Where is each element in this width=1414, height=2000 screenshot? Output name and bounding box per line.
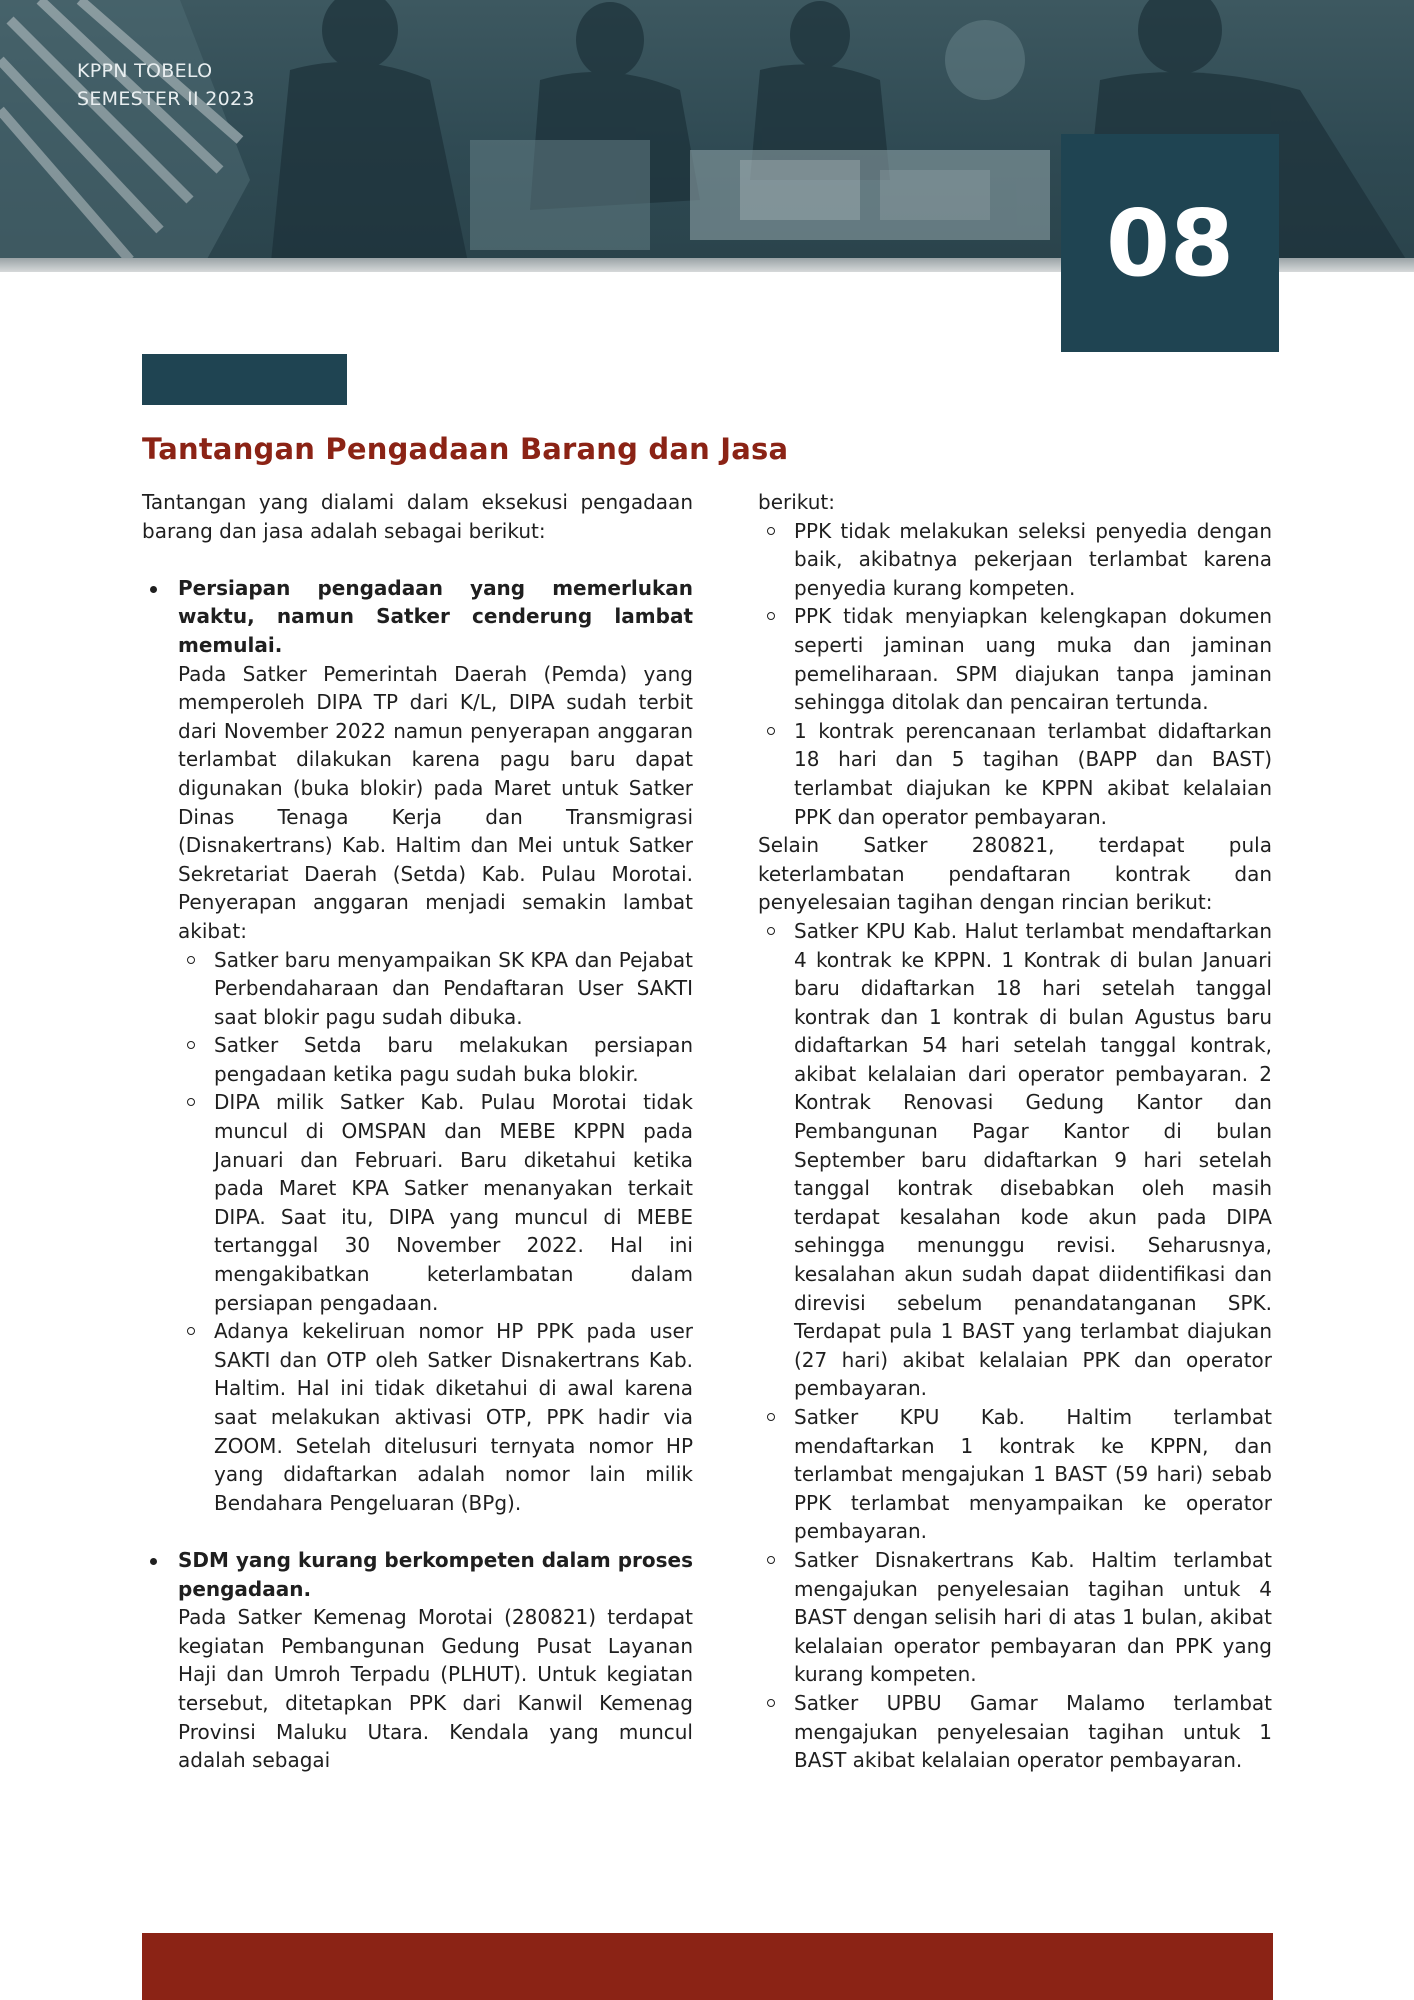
ring-bullet-icon — [767, 927, 775, 935]
bullet-body: Pada Satker Kemenag Morotai (280821) terdapat kegiatan Pembangunan Gedung Pusat Layanan Haji dan Umroh Terpadu (PLHUT). Untuk kegiatan tersebut, ditetapkan PPK dari Kanwil Kemenag Provinsi Maluku Utara. Kendala yang muncul adalah sebagai — [178, 1605, 693, 1773]
ring-bullet-icon — [767, 527, 775, 535]
summary-paragraph: Selain Satker 280821, terdapat pula keterlambatan pendaftaran kontrak dan penyelesaian tagihan dengan rincian berikut: — [758, 833, 1272, 915]
section-title: Tantangan Pengadaan Barang dan Jasa — [142, 432, 789, 466]
sub-item — [178, 1088, 693, 1317]
sub-item — [178, 1317, 693, 1517]
sub-item-text: Satker baru menyampaikan SK KPA dan Pejabat Perbendaharaan dan Pendaftaran User SAKTI saat blokir pagu sudah dibuka. — [214, 947, 693, 1029]
sub-item — [758, 917, 1272, 1403]
bullet-item — [142, 1546, 693, 1775]
sub-item-text: PPK tidak menyiapkan kelengkapan dokumen seperti jaminan uang muka dan jaminan pemeliharaan. SPM diajukan tanpa jaminan sehingga ditolak dan pencairan tertunda. — [794, 604, 1272, 715]
sub-item-text: PPK tidak melakukan seleksi penyedia dengan baik, akibatnya pekerjaan terlambat karena penyedia kurang kompeten. — [794, 518, 1272, 600]
ring-bullet-icon — [767, 1413, 775, 1421]
bullet-dot-icon — [150, 586, 157, 593]
ring-bullet-icon — [767, 612, 775, 620]
section-tab-block — [142, 354, 347, 405]
sub-item-text: Satker UPBU Gamar Malamo terlambat mengajukan penyelesaian tagihan untuk 1 BAST akibat kelalaian operator pembayaran. — [794, 1690, 1272, 1773]
ring-bullet-icon — [767, 727, 775, 735]
ring-bullet-icon — [187, 956, 195, 964]
sub-item — [178, 946, 693, 1032]
sub-item — [758, 517, 1272, 603]
sub-item-text: 1 kontrak perencanaan terlambat didaftarkan 18 hari dan 5 tagihan (BAPP dan BAST) terlambat diajukan ke KPPN akibat kelalaian PPK dan operator pembayaran. — [794, 718, 1272, 829]
sub-item — [758, 1689, 1272, 1775]
left-column — [142, 488, 693, 1775]
period-label: SEMESTER II 2023 — [77, 88, 255, 110]
sub-item-text: Satker KPU Kab. Haltim terlambat mendaftarkan 1 kontrak ke KPPN, dan terlambat mengajukan 1 BAST (59 hari) sebab PPK terlambat menyampaikan ke operator pembayaran. — [794, 1405, 1272, 1544]
right-column — [758, 488, 1272, 1775]
ring-bullet-icon — [187, 1327, 195, 1335]
continuation-text: berikut: — [758, 490, 836, 514]
sub-item — [758, 1546, 1272, 1689]
sub-item-text: Adanya kekeliruan nomor HP PPK pada user SAKTI dan OTP oleh Satker Disnakertrans Kab. Haltim. Hal ini tidak diketahui di awal karena saat melakukan aktivasi OTP, PPK hadir via ZOOM. Setelah ditelusuri ternyata nomor HP yang didaftarkan adalah nomor lain milik Bendahara Pengeluaran (BPg). — [214, 1319, 693, 1515]
sub-item-text: Satker KPU Kab. Halut terlambat mendaftarkan 4 kontrak ke KPPN. 1 Kontrak di bulan Januari baru didaftarkan 18 hari setelah tanggal kontrak dan 1 kontrak di bulan Agustus baru didaftarkan 54 hari setelah tanggal kontrak, akibat kelalaian dari operator pembayaran. 2 Kontrak Renovasi Gedung Kantor dan Pembangunan Pagar Kantor di bulan September baru didaftarkan 9 hari setelah tanggal kontrak disebabkan oleh masih terdapat kesalahan kode akun pada DIPA sehingga menunggu revisi. Seharusnya, kesalahan akun sudah dapat diidentifikasi dan direvisi sebelum penandatanganan SPK. Terdapat pula 1 BAST yang terlambat diajukan (27 hari) akibat kelalaian PPK dan operator pembayaran. — [794, 918, 1272, 1401]
ring-bullet-icon — [767, 1699, 775, 1707]
sub-item-text: DIPA milik Satker Kab. Pulau Morotai tidak muncul di OMSPAN dan MEBE KPPN pada Januari dan Februari. Baru diketahui ketika pada Maret KPA Satker menanyakan terkait DIPA. Saat itu, DIPA yang muncul di MEBE tertanggal 30 November 2022. Hal ini mengakibatkan keterlambatan dalam persiapan pengadaan. — [214, 1090, 693, 1315]
bullet-heading: SDM yang kurang berkompeten dalam proses pengadaan. — [178, 1547, 693, 1601]
footer-bar — [142, 1933, 1273, 2000]
sub-item-text: Satker Setda baru melakukan persiapan pengadaan ketika pagu sudah buka blokir. — [214, 1033, 693, 1086]
ring-bullet-icon — [187, 1098, 195, 1106]
page-number-badge: 08 — [1061, 134, 1279, 352]
intro-paragraph: Tantangan yang dialami dalam eksekusi pengadaan barang dan jasa adalah sebagai berikut: — [142, 490, 693, 543]
ring-bullet-icon — [767, 1556, 775, 1564]
sub-item — [758, 1403, 1272, 1546]
office-label: KPPN TOBELO — [77, 60, 213, 82]
sub-item-text: Satker Disnakertrans Kab. Haltim terlambat mengajukan penyelesaian tagihan untuk 4 BAST dengan selisih hari di atas 1 bulan, akibat kelalaian operator pembayaran dan PPK yang kurang kompeten. — [794, 1547, 1272, 1687]
bullet-heading: Persiapan pengadaan yang memerlukan waktu, namun Satker cenderung lambat memulai. — [178, 575, 693, 657]
bullet-body: Pada Satker Pemerintah Daerah (Pemda) yang memperoleh DIPA TP dari K/L, DIPA sudah terbit dari November 2022 namun penyerapan anggaran terlambat dilakukan karena pagu baru dapat digunakan (buka blokir) pada Maret untuk Satker Dinas Tenaga Kerja dan Transmigrasi (Disnakertrans) Kab. Haltim dan Mei untuk Satker Sekretariat Daerah (Setda) Kab. Pulau Morotai. Penyerapan anggaran menjadi semakin lambat akibat: — [178, 661, 693, 943]
sub-item — [758, 602, 1272, 716]
bullet-dot-icon — [150, 1558, 157, 1565]
sub-item — [758, 717, 1272, 831]
ring-bullet-icon — [187, 1041, 195, 1049]
bullet-item — [142, 574, 693, 1518]
sub-item — [178, 1031, 693, 1088]
